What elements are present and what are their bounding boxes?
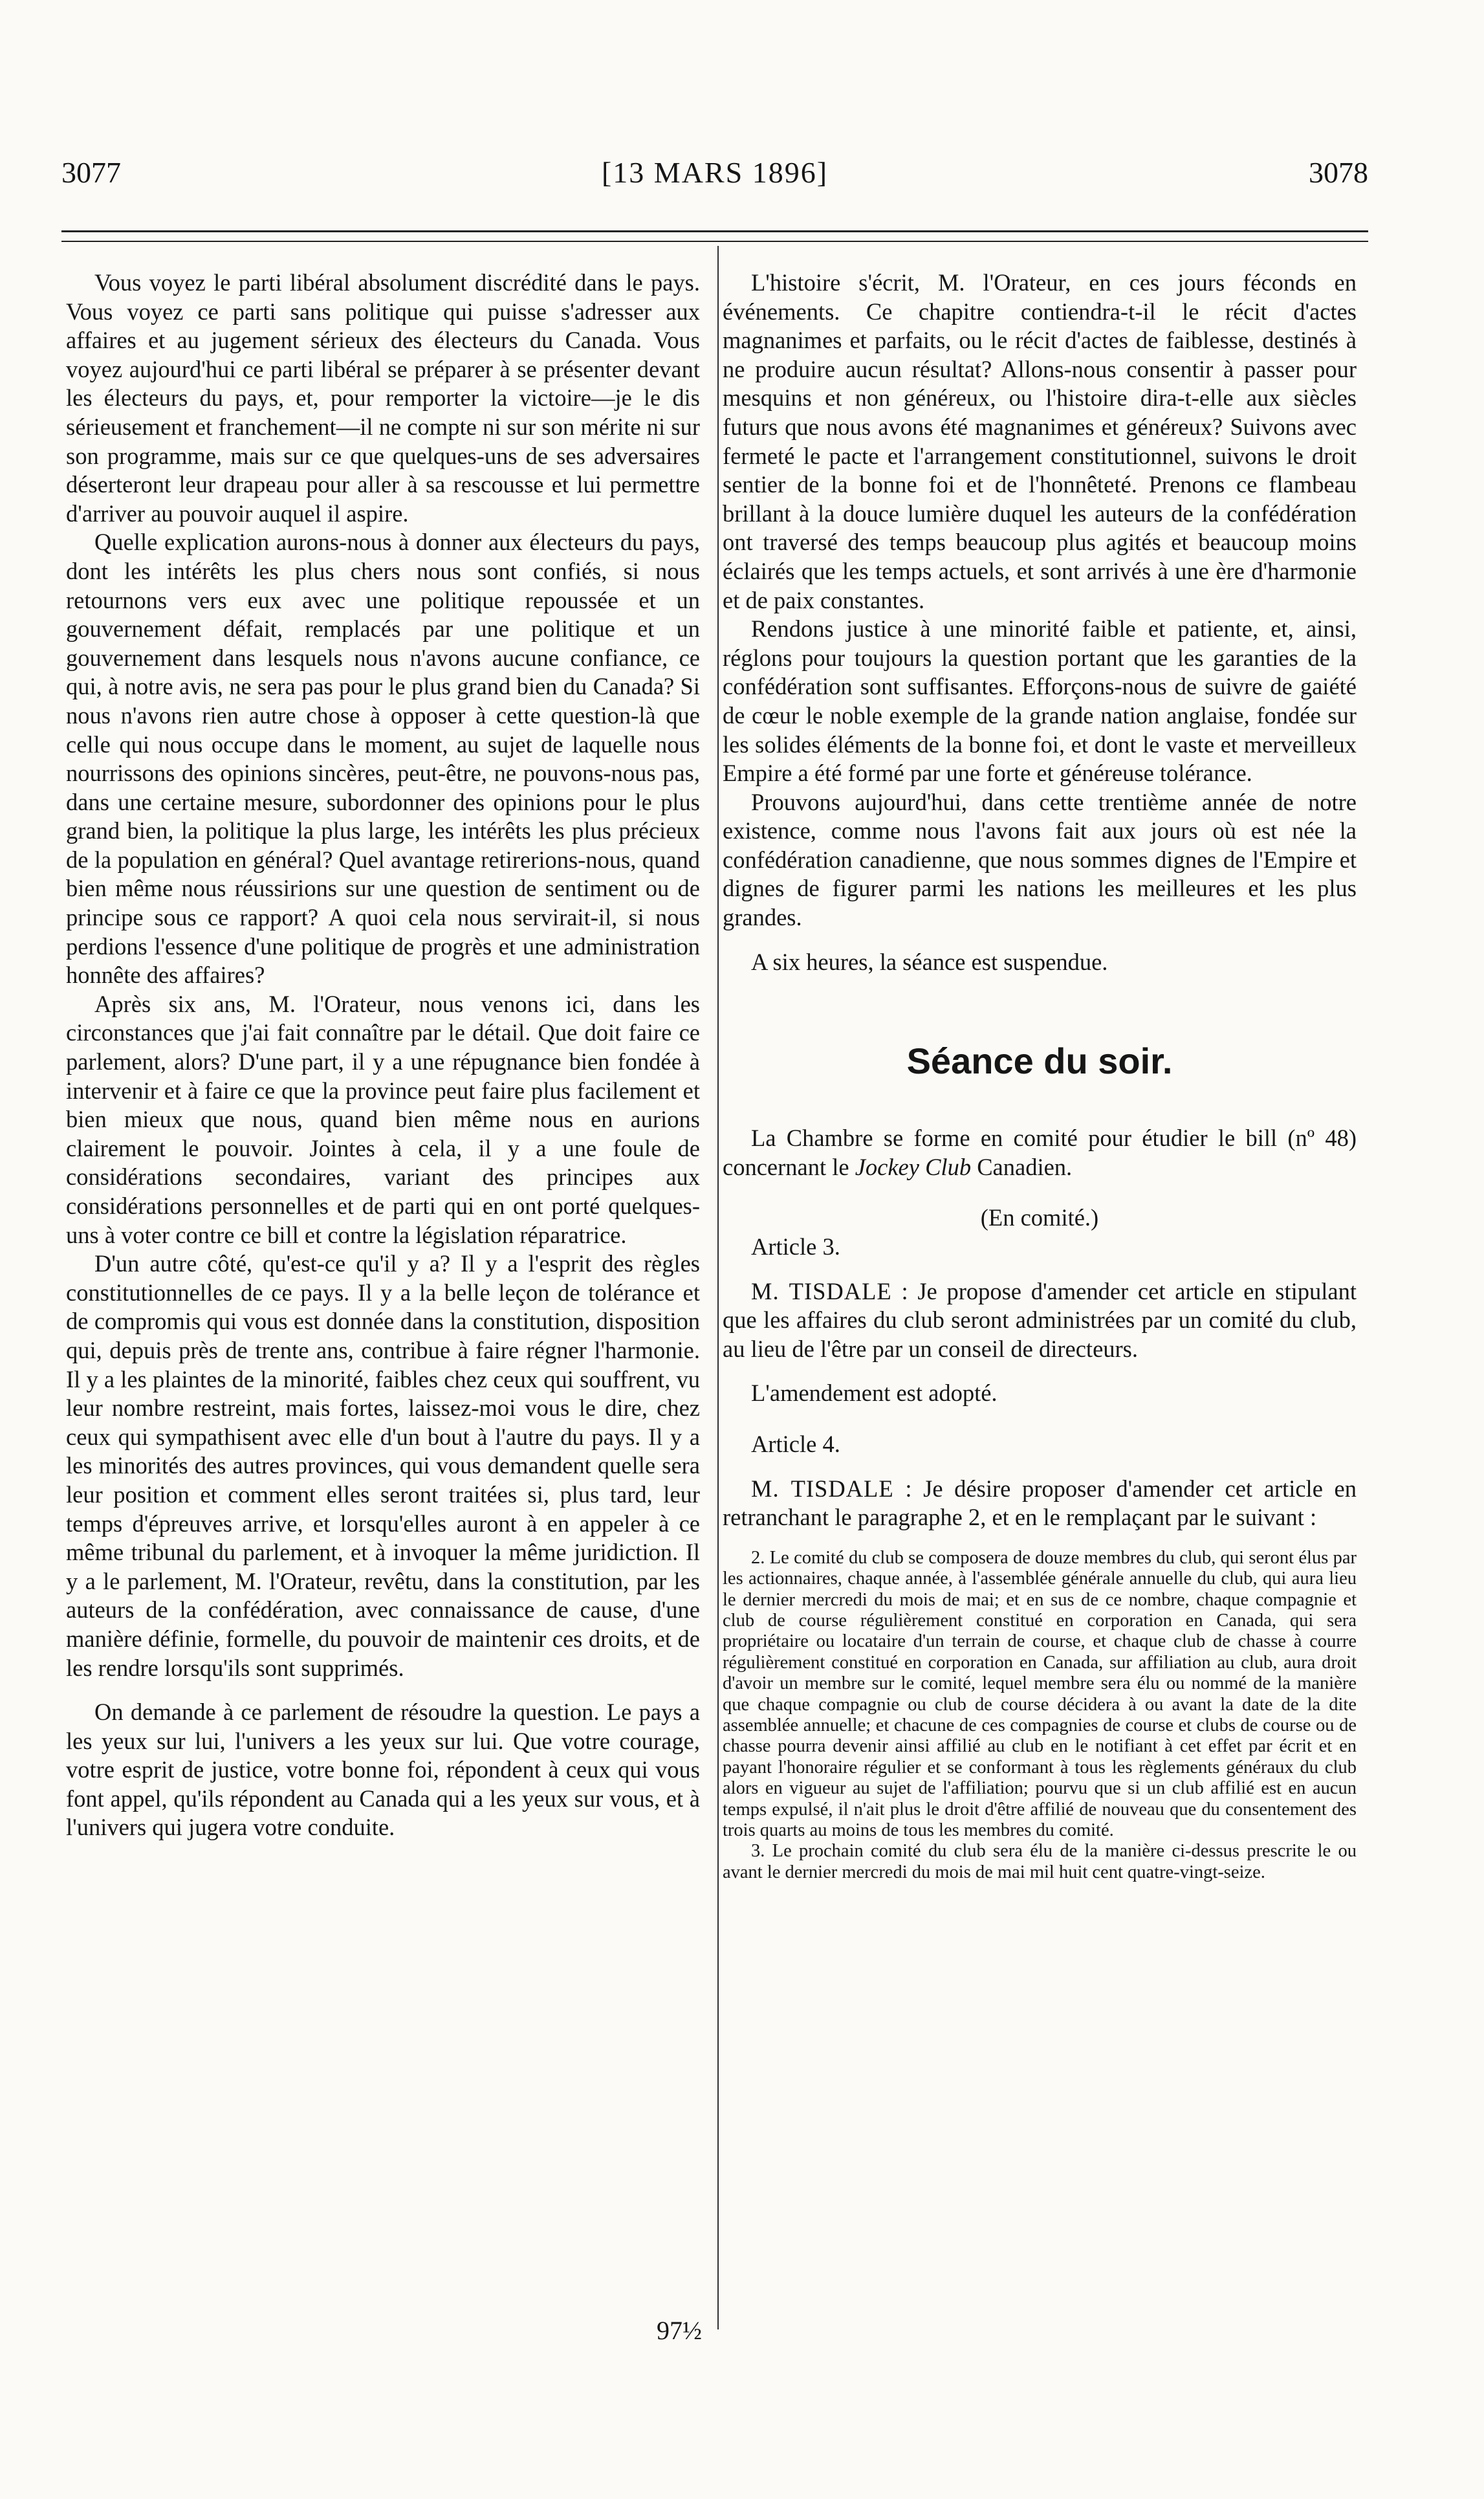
committee-heading: (En comité.) [980,1204,1099,1231]
motion-text: : Je propose d'amender cet article en stipulant que les affaires du club seront administrées par un comité du club, au lieu de l'être par un conseil de directeurs. [723,1277,1357,1362]
article-heading: Article 4. [751,1431,840,1457]
suspension-note: A six heures, la séance est suspendue. [751,948,1108,975]
page-number-right: 3078 [1309,156,1368,189]
clause-3: 3. Le prochain comité du club sera élu de la manière ci-dessus prescrite le ou avant le dernier mercredi du mois de mai mil huit cent quatre-vingt-seize. [723,1841,1357,1882]
tisdale-motion [723,1277,1357,1364]
column-divider [717,246,719,2329]
paragraph: Prouvons aujourd'hui, dans cette trentième année de notre existence, comme nous l'avons fait aux jours où est née la confédération canadienne, que nous sommes dignes de l'Empire et dignes de figurer parmi les nations les meilleures et les plus grandes. [723,788,1357,931]
paragraph: Vous voyez le parti libéral absolument discrédité dans le pays. Vous voyez ce parti sans politique qui puisse s'adresser aux affaires et au jugement sérieux des électeurs du Canada. Vous voyez aujourd'hui ce parti libéral se préparer à se présenter devant les électeurs du pays, et, pour remporter la victoire—je le dis sérieusement et franchement—il ne compte ni sur son mérite ni sur son programme, mais sur ce que quelques-uns de ses adversaires déserteront leur drapeau pour aller à sa rescousse et lui permettre d'arriver au pouvoir auquel il aspire. [66,269,700,527]
paragraph: Après six ans, M. l'Orateur, nous venons ici, dans les circonstances que j'ai fait connaître par le détail. Que doit faire ce parlement, alors? D'une part, il y a une répugnance bien fondée à intervenir et à faire ce que la province peut faire plus facilement et bien mieux que nous, quand bien même nous en aurions clairement le pouvoir. Jointes à cela, il y a une foule de considérations secondaires, variant des principes aux considérations personnelles et de parti qui en ont porté quelques-uns à voter contre ce bill et contre la législation réparatrice. [66,990,700,1248]
section-title: Séance du soir. [906,1040,1173,1082]
paragraph: On demande à ce parlement de résoudre la question. Le pays a les yeux sur lui, l'univers a les yeux sur lui. Que votre courage, votre esprit de justice, votre bonne foi, répondent à ceux qui vous font appel, qu'ils répondent au Canada qui a les yeux sur vous, et à l'univers qui jugera votre conduite. [66,1699,700,1841]
amendment-adopted: L'amendement est adopté. [751,1380,998,1407]
motion-text: : Je désire proposer d'amender cet article en retranchant le paragraphe 2, et en le remplaçant par le suivant : [723,1475,1357,1531]
chambre-paragraph [723,1124,1357,1182]
page-number-left: 3077 [61,156,121,189]
right-column [723,269,1357,1883]
clause-2: 2. Le comité du club se composera de douze membres du club, qui seront élus par les actionnaires, chaque année, à l'assemblée générale annuelle du club, qui aura lieu le dernier mercredi du mois de mai; et en sus de ce nombre, chaque compagnie et club de course régulièrement constitué en corporation en Canada, qui sera propriétaire ou locataire d'un terrain de course, et chaque club de chasse à courre régulièrement constitué en corporation en Canada, sur affiliation au club, aura droit d'avoir un membre sur le comité, lequel membre sera élu ou nommé de la manière que chaque compagnie ou club de course décidera à ou avant la date de la dite assemblée annuelle; et chacune de ces compagnies de course et clubs de course ou de chasse pourra devenir ainsi affilié au club en le notifiant à cet effet par écrit et en payant l'honoraire régulier et se conformant à tous les règlements généraux du club alors en vigueur au sujet de l'affiliation; pourvu que si un club affilié est en aucun temps expulsé, il n'ait plus le droit d'être affilié de nouveau que du consentement des trois quarts au moins de tous les membres du comité. [723,1547,1357,1841]
speaker-name: M. TISDALE [751,1475,894,1502]
article-heading: Article 3. [751,1233,840,1261]
speaker-name: M. TISDALE [751,1277,892,1305]
chambre-text-end: Canadien. [971,1153,1073,1180]
tisdale-motion [723,1475,1357,1532]
header-rule-thin [61,241,1368,242]
paragraph: L'histoire s'écrit, M. l'Orateur, en ces jours féconds en événements. Ce chapitre contiendra-t-il le récit d'actes magnanimes et parfaits, ou le récit d'actes de faiblesse, destinés à ne produire aucun résultat? Allons-nous consentir à passer pour mesquins et non généreux, ou l'histoire dira-t-elle aux siècles futurs que nous avons été magnanimes et généreux? Suivons avec fermeté le pacte et l'arrangement constitutionnel, suivons le droit sentier de la bonne foi et de l'honnêteté. Prenons ce flambeau brillant à la douce lumière duquel les auteurs de la confédération ont traversé des temps beaucoup plus agités et beaucoup moins éclairés que les temps actuels, et sont arrivés à une ère d'harmonie et de paix constantes. [723,269,1357,613]
paragraph: Rendons justice à une minorité faible et patiente, et, ainsi, réglons pour toujours la question portant que les garanties de la confédération sont suffisantes. Efforçons-nous de suivre de gaiété de cœur le noble exemple de la grande nation anglaise, fondée sur les solides éléments de la bonne foi, et dont le vaste et merveilleux Empire a été formé par une forte et généreuse tolérance. [723,615,1357,787]
paragraph: Quelle explication aurons-nous à donner aux électeurs du pays, dont les intérêts les plus chers nous sont confiés, si nous retournons vers eux avec une politique repoussée et un gouvernement défait, remplacés par une politique et un gouvernement dans lesquels nous n'avons aucune confiance, ce qui, à notre avis, ne sera pas pour le plus grand bien du Canada? Si nous n'avons rien autre chose à opposer à cette question-là que celle qui nous occupe dans le moment, au sujet de laquelle nous nourrissons des opinions sincères, peut-être, ne pouvons-nous pas, dans une certaine mesure, subordonner des opinions pour le plus grand bien, la politique la plus large, les intérêts les plus précieux de la population en général? Quel avantage retirerions-nous, quand bien même nous réussirions sur une question de sentiment ou de principe sous ce rapport? A quoi cela nous servirait-il, si nous perdions l'essence d'une politique de progrès et une administration honnête des affaires? [66,529,700,989]
folio-signature: 97½ [657,2316,702,2345]
paragraph: D'un autre côté, qu'est-ce qu'il y a? Il y a l'esprit des règles constitutionnelles de ce pays. Il y a la belle leçon de tolérance et de compromis qui vous est donnée dans la constitution, disposition qui, depuis près de trente ans, contribue à faire régner l'harmonie. Il y a les plaintes de la minorité, faibles chez ceux qui souffrent, vu leur nombre restreint, mais fortes, laissez-moi vous le dire, chez ceux qui sympathisent avec elle d'un bout à l'autre du pays. Il y a les minorités des autres provinces, qui vous demandent quelle sera leur position et comment elles seront traitées si, plus tard, leur temps d'épreuves arrive, et lorsqu'elles auront à en appeler à ce même tribunal du parlement, et à invoquer la même juridiction. Il y a le parlement, M. l'Orateur, revêtu, dans la constitution, par les auteurs de la confédération, avec connaissance de cause, d'une manière définie, formelle, du pouvoir de maintenir ces droits, et de les rendre lorsqu'ils sont supprimés. [66,1250,700,1681]
left-column [66,269,700,1842]
chambre-text: La Chambre se forme en comité pour étudier le bill (nº 48) concernant le [723,1125,1357,1180]
header-rule [61,230,1368,232]
session-date: [13 MARS 1896] [601,156,829,189]
page-header [61,144,1368,202]
club-name: Jockey Club [855,1153,972,1180]
